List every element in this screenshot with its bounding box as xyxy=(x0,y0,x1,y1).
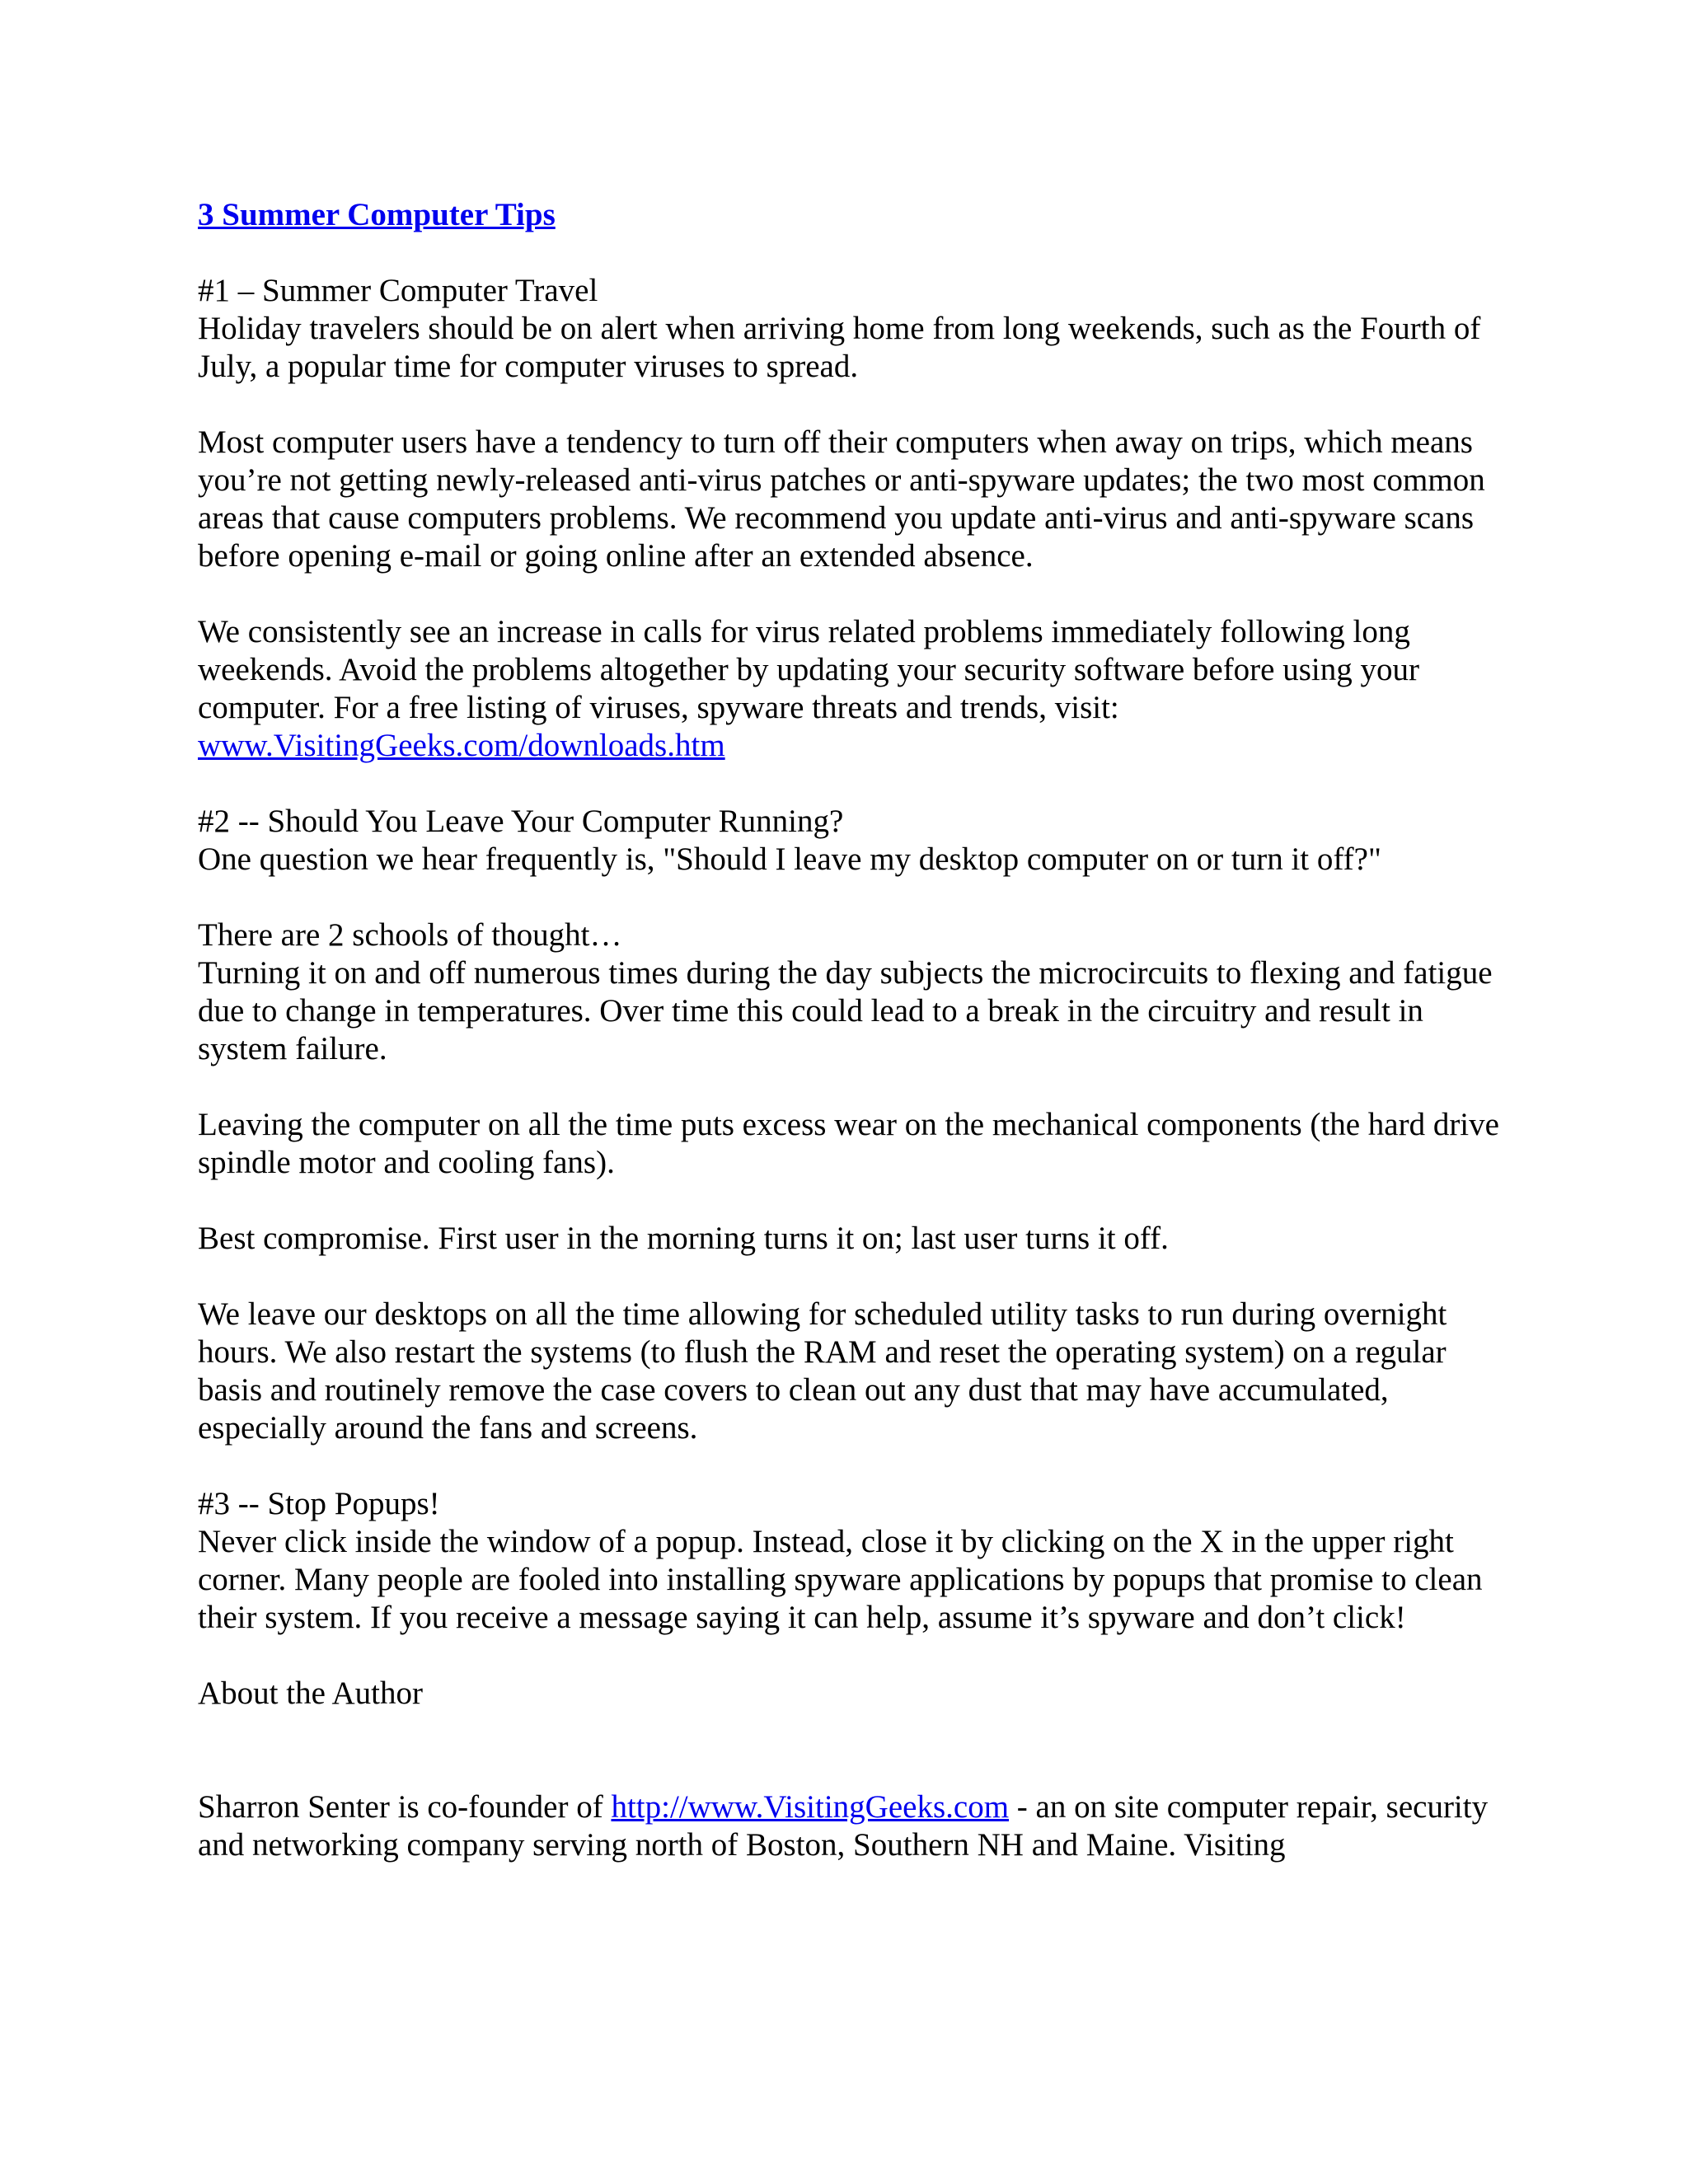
tip1-paragraph-3: We consistently see an increase in calls for virus related problems immediately following long weekends. Avoid the problems altogether by updating your security software before using your computer. For a free listing of viruses, spyware threats and trends, visit: xyxy=(198,614,1419,725)
tip2-schools-block xyxy=(198,916,1500,1068)
downloads-link[interactable]: www.VisitingGeeks.com/downloads.htm xyxy=(198,728,725,763)
tip2-paragraph-5: We leave our desktops on all the time allowing for scheduled utility tasks to run during overnight hours. We also restart the systems (to flush the RAM and reset the operating system) on a regular basis and routinely remove the case covers to clean out any dust that may have accumulated, especially around the fans and screens. xyxy=(198,1296,1447,1446)
tip1-intro xyxy=(198,272,1500,386)
tip2-heading: #2 -- Should You Leave Your Computer Running? xyxy=(198,804,844,839)
about-author-text-after: - an on site computer repair, security and networking company serving north of Boston, Southern NH and Maine. Visiting xyxy=(198,1789,1489,1863)
tip2-intro xyxy=(198,803,1500,879)
tip3-paragraph-1: Never click inside the window of a popup. Instead, close it by clicking on the X in the upper right corner. Many people are fooled into installing spyware applications by popups that promise to clean their system. If you receive a message saying it can help, assume it’s spyware and don’t click! xyxy=(198,1524,1483,1635)
tip3-heading: #3 -- Stop Popups! xyxy=(198,1486,440,1521)
tip1-heading: #1 – Summer Computer Travel xyxy=(198,273,598,308)
tip2-schools-lead: There are 2 schools of thought… xyxy=(198,917,622,953)
tip1-paragraph-1: Holiday travelers should be on alert when arriving home from long weekends, such as the Fourth of July, a popular time for computer viruses to spread. xyxy=(198,311,1481,384)
visitinggeeks-link[interactable]: http://www.VisitingGeeks.com xyxy=(611,1789,1010,1825)
document-page xyxy=(198,196,1500,1864)
tip2-paragraph-1: One question we hear frequently is, "Should I leave my desktop computer on or turn it off?" xyxy=(198,841,1381,877)
tip2-paragraph-4: Best compromise. First user in the morning turns it on; last user turns it off. xyxy=(198,1221,1169,1256)
tip1-paragraph-2: Most computer users have a tendency to turn off their computers when away on trips, which means you’re not getting newly-released anti-virus patches or anti-spyware updates; the two most common areas that cause computers problems. We recommend you update anti-virus and anti-spyware scans before opening e-mail or going online after an extended absence. xyxy=(198,424,1485,574)
about-author-paragraph xyxy=(198,1788,1500,1864)
document-title-link[interactable]: 3 Summer Computer Tips xyxy=(198,197,556,232)
tip2-paragraph-3: Leaving the computer on all the time puts excess wear on the mechanical components (the hard drive spindle motor and cooling fans). xyxy=(198,1107,1499,1180)
tip2-paragraph-2: Turning it on and off numerous times during the day subjects the microcircuits to flexing and fatigue due to change in temperatures. Over time this could lead to a break in the circuitry and result in system failure. xyxy=(198,955,1493,1066)
about-author-text-before: Sharron Senter is co-founder of xyxy=(198,1789,612,1825)
tip1-paragraph-3-block xyxy=(198,613,1500,765)
about-author-heading: About the Author xyxy=(198,1675,423,1711)
tip3-block xyxy=(198,1485,1500,1637)
